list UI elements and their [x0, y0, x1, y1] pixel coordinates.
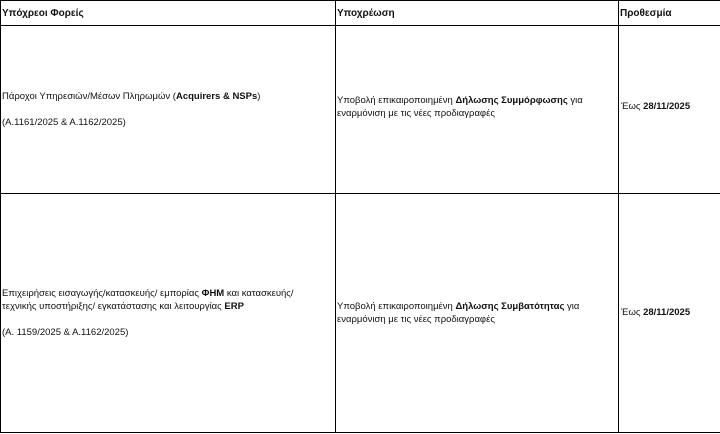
table-row — [1, 194, 720, 433]
table-header-row — [1, 1, 720, 26]
header-entities: Υπόχρεοι Φορείς — [1, 1, 336, 26]
table-row — [1, 26, 720, 194]
obligation-text: Υποβολή επικαιροποιημένη Δήλωσης Συμμόρφωσης για — [337, 94, 583, 106]
header-deadline: Προθεσμία — [619, 1, 720, 26]
entities-text: Πάροχοι Υπηρεσιών/Μέσων Πληρωμών (Acquirers & NSPs) — [2, 91, 261, 102]
obligation-text: Υποβολή επικαιροποιημένη Δήλωσης Συμβατότητας για — [337, 301, 580, 312]
obligation-text-line2: εναρμόνιση με τις νέες προδιαγραφές — [337, 107, 495, 119]
reference-text: (Α.1161/2025 & Α.1162/2025) — [2, 117, 126, 128]
entities-cell — [1, 26, 336, 194]
obligation-cell — [336, 194, 619, 433]
deadline-text: Έως 28/11/2025 — [621, 306, 691, 318]
obligation-text-line2: εναρμόνιση με τις νέες προδιαγραφές — [337, 314, 495, 325]
deadline-text: Έως 28/11/2025 — [621, 101, 691, 112]
obligation-cell — [336, 26, 619, 194]
deadline-cell — [619, 194, 720, 433]
header-obligation: Υποχρέωση — [336, 1, 619, 26]
entities-text: Επιχειρήσεις εισαγωγής/κατασκευής/ εμπορίας ΦΗΜ και κατασκευής/ — [2, 288, 294, 299]
reference-text: (Α. 1159/2025 & Α.1162/2025) — [2, 327, 129, 338]
entities-cell — [1, 194, 336, 433]
deadline-cell — [619, 26, 720, 194]
entities-text-line2: τεχνικής υποστήριξης/ εγκατάστασης και λειτουργίας ERP — [2, 301, 244, 312]
